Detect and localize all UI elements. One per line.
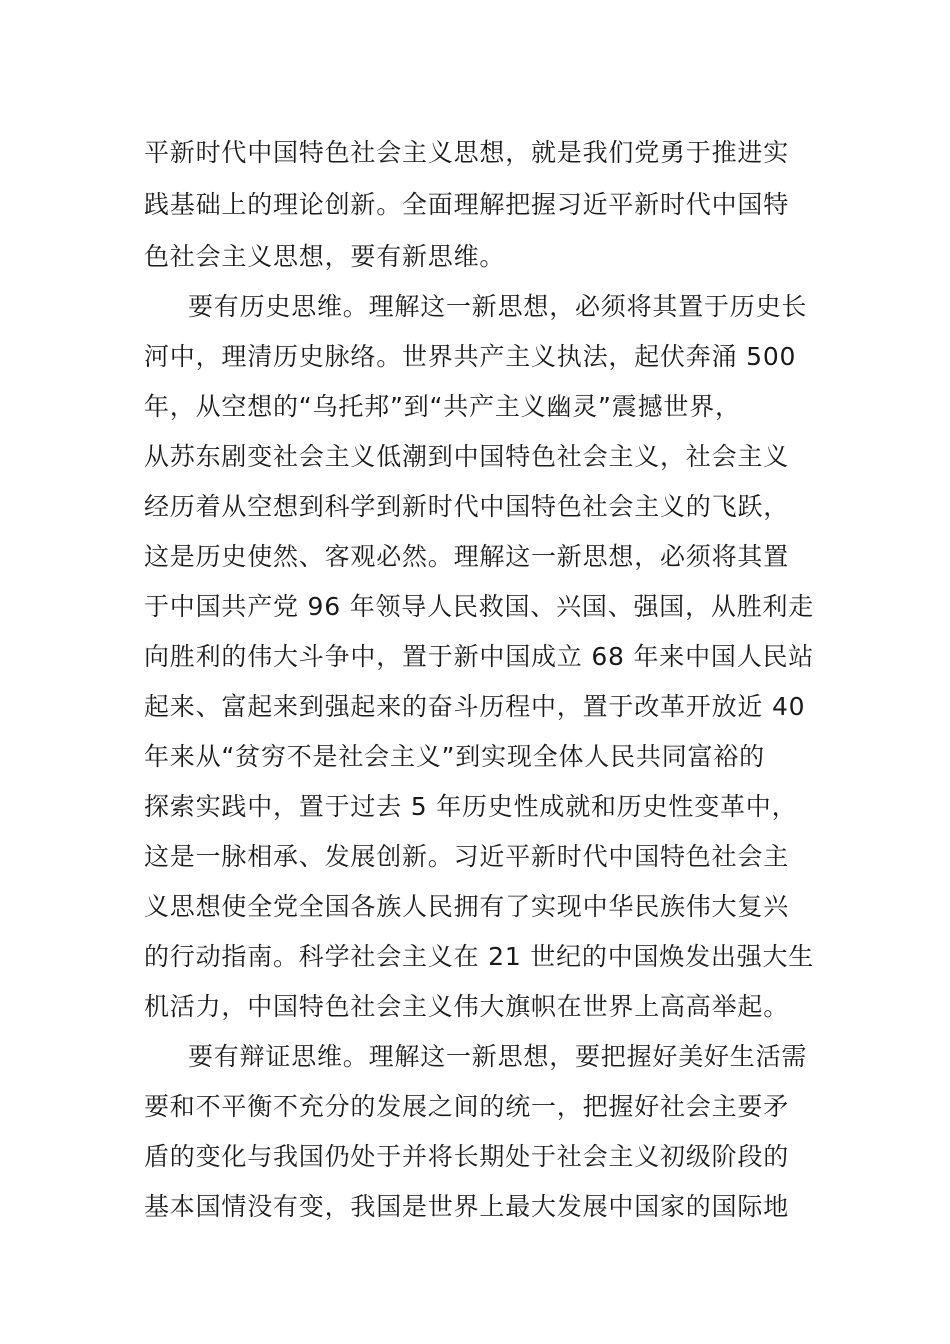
text-line: 于中国共产党 96 年领导人民救国、兴国、强国，从胜利走 <box>144 592 815 621</box>
text-line: 义思想使全党全国各族人民拥有了实现中华民族伟大复兴 <box>144 892 790 921</box>
text-line: 经历着从空想到科学到新时代中国特色社会主义的飞跃， <box>144 492 790 521</box>
text-line: 年，从空想的“乌托邦”到“共产主义幽灵”震撼世界， <box>144 392 741 421</box>
text-line: 这是一脉相承、发展创新。习近平新时代中国特色社会主 <box>144 842 790 871</box>
text-line: 年来从“贫穷不是社会主义”到实现全体人民共同富裕的 <box>144 742 765 771</box>
text-line: 色社会主义思想，要有新思维。 <box>144 242 506 271</box>
text-line: 践基础上的理论创新。全面理解把握习近平新时代中国特 <box>144 190 790 219</box>
text-line: 从苏东剧变社会主义低潮到中国特色社会主义，社会主义 <box>144 442 790 471</box>
text-line: 基本国情没有变，我国是世界上最大发展中国家的国际地 <box>144 1192 790 1221</box>
paragraph-start-line: 要有历史思维。理解这一新思想，必须将其置于历史长 <box>188 292 808 321</box>
text-line: 这是历史使然、客观必然。理解这一新思想，必须将其置 <box>144 542 790 571</box>
text-line: 机活力，中国特色社会主义伟大旗帜在世界上高高举起。 <box>144 992 790 1021</box>
text-line: 向胜利的伟大斗争中，置于新中国成立 68 年来中国人民站 <box>144 642 815 671</box>
text-line: 平新时代中国特色社会主义思想，就是我们党勇于推进实 <box>144 138 790 167</box>
paragraph-start-line: 要有辩证思维。理解这一新思想，要把握好美好生活需 <box>188 1042 808 1071</box>
text-line: 起来、富起来到强起来的奋斗历程中，置于改革开放近 40 <box>144 692 806 721</box>
text-line: 的行动指南。科学社会主义在 21 世纪的中国焕发出强大生 <box>144 942 815 971</box>
text-line: 探索实践中，置于过去 5 年历史性成就和历史性变革中， <box>144 792 798 821</box>
text-line: 盾的变化与我国仍处于并将长期处于社会主义初级阶段的 <box>144 1142 790 1171</box>
text-line: 河中，理清历史脉络。世界共产主义执法，起伏奔涌 500 <box>144 342 797 371</box>
text-line: 要和不平衡不充分的发展之间的统一，把握好社会主要矛 <box>144 1092 790 1121</box>
